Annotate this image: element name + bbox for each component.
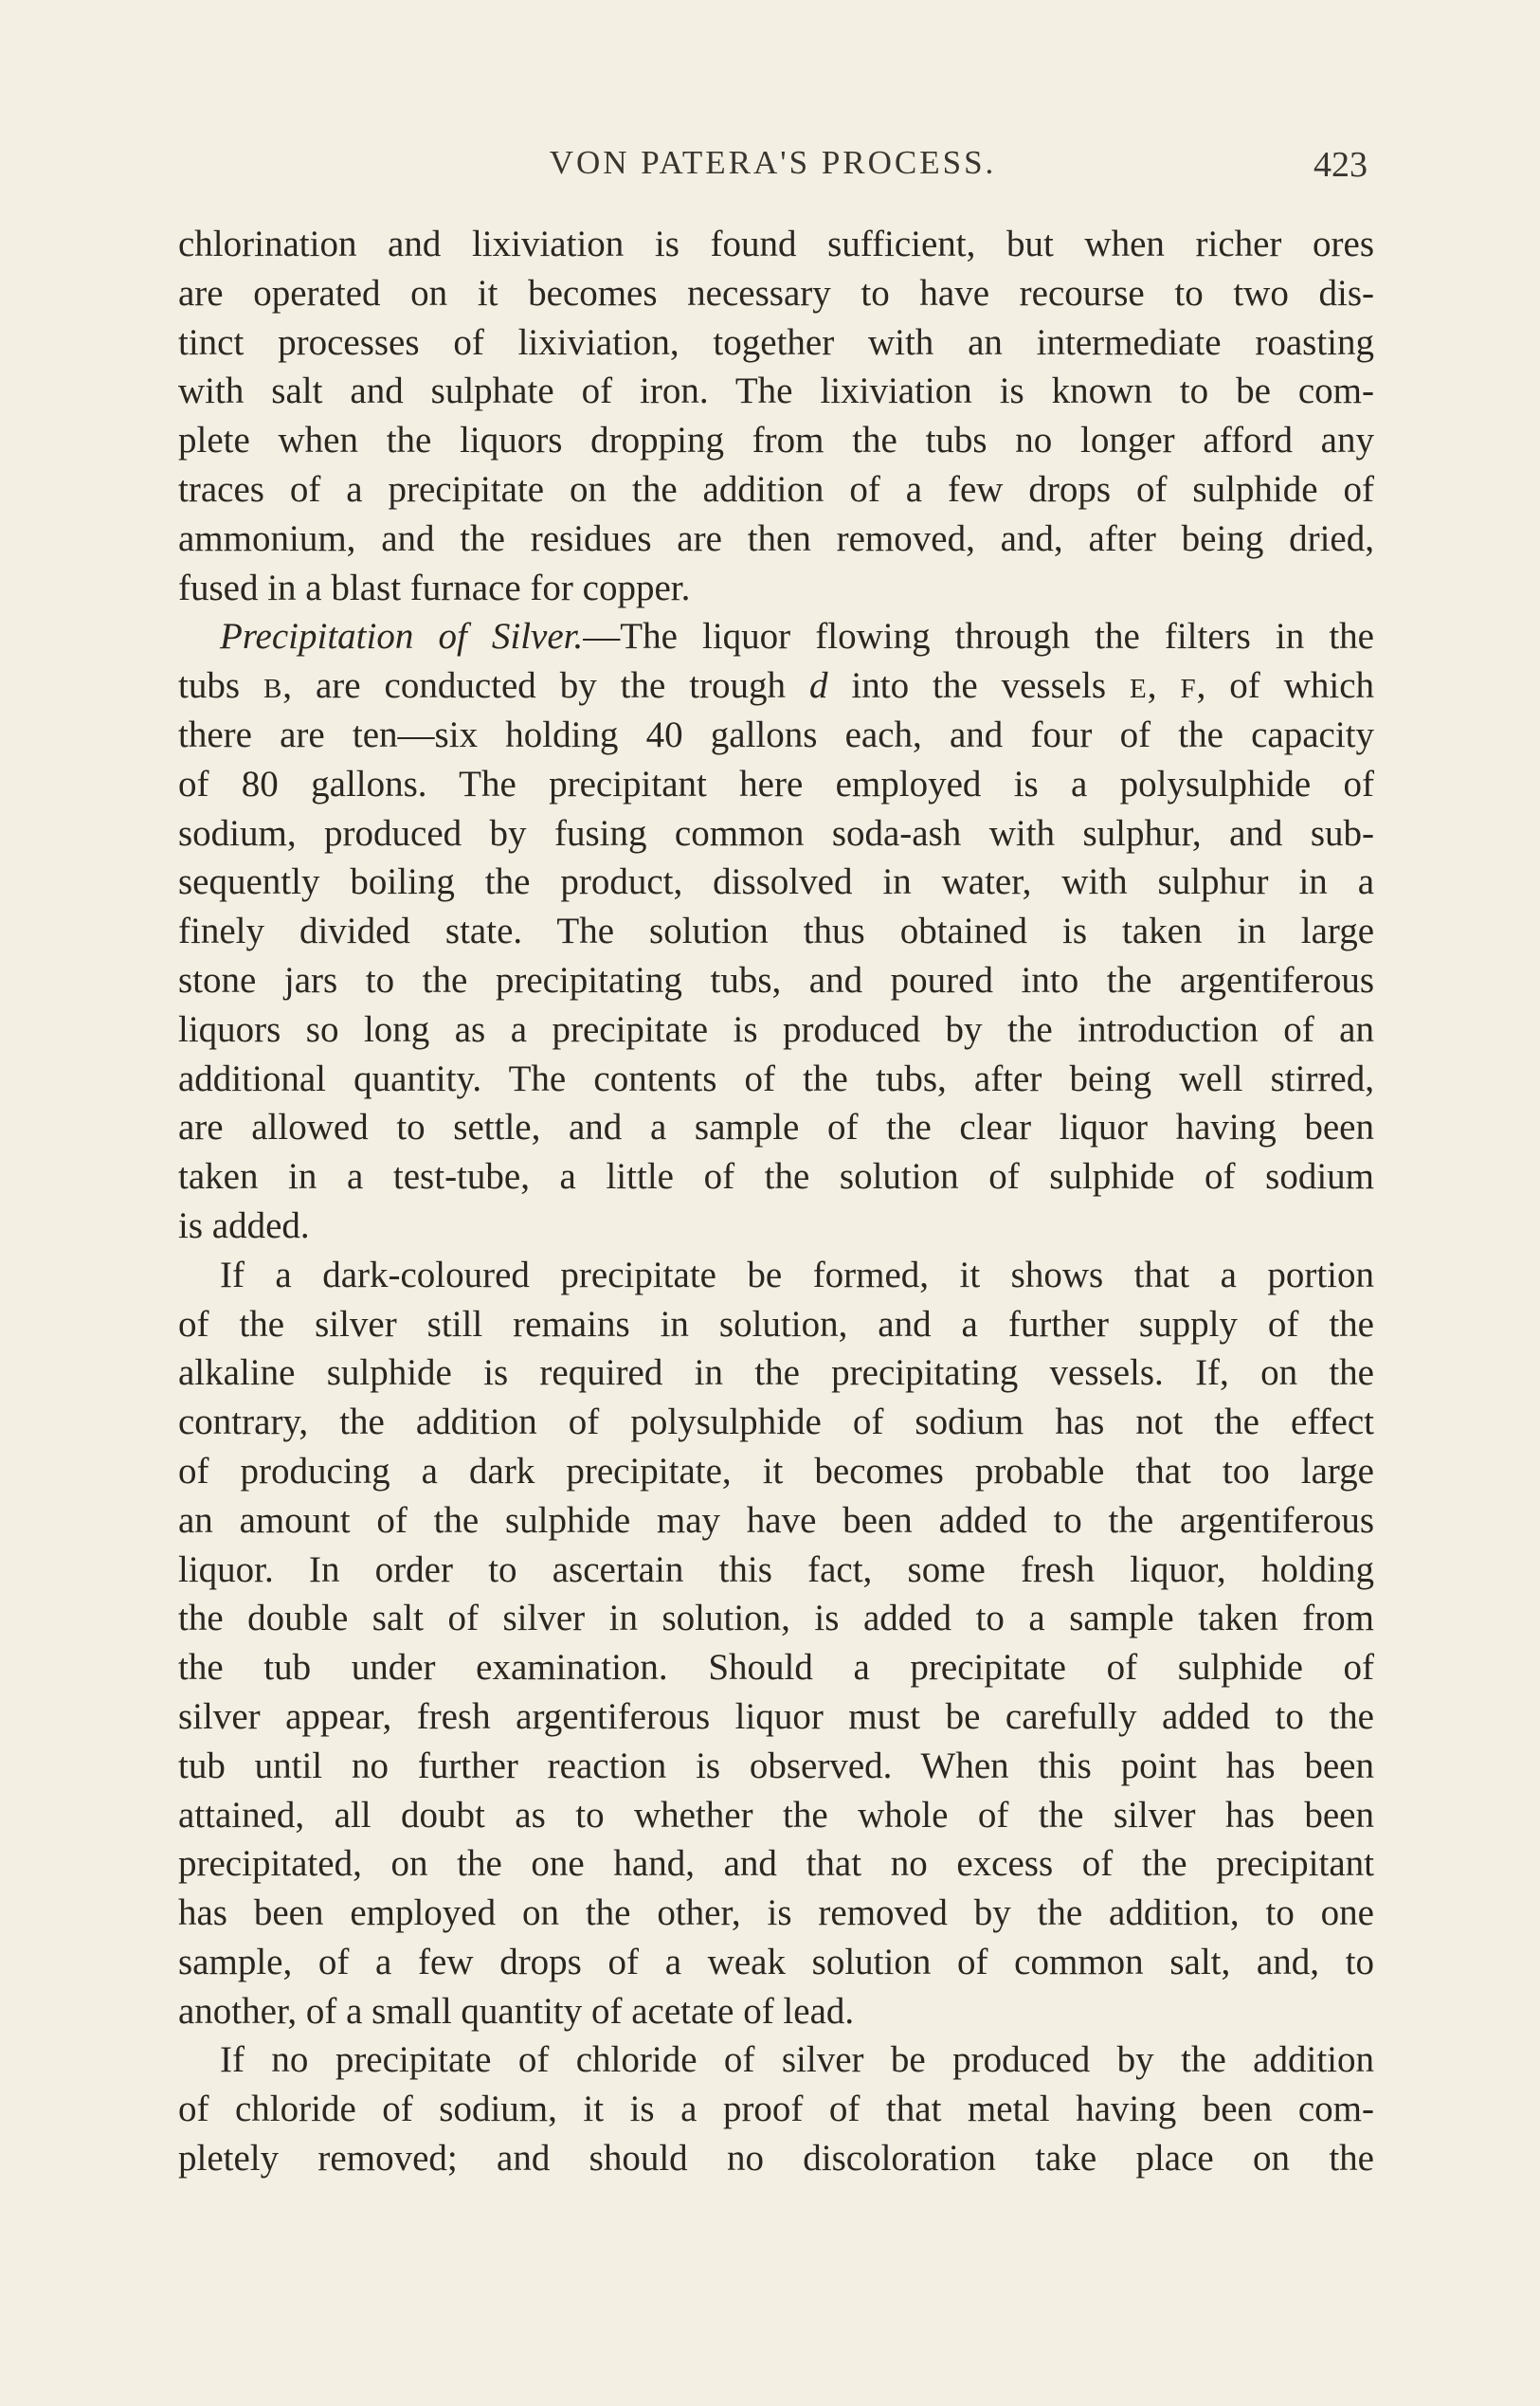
running-head — [178, 144, 1368, 191]
text-line: If no precipitate of chloride of silver be produced by the addition — [220, 2039, 1374, 2081]
text-line: are allowed to settle, and a sample of the clear liquor having been — [178, 1107, 1374, 1149]
text-line: attained, all doubt as to whether the whole of the silver has been — [178, 1794, 1374, 1836]
text-line: of the silver still remains in solution, and a further supply of the — [178, 1303, 1374, 1345]
text-line: liquors so long as a precipitate is produced by the introduction of an — [178, 1008, 1374, 1050]
text-run: , — [1147, 665, 1181, 707]
text-line: sample, of a few drops of a weak solution of common salt, and, to — [178, 1941, 1374, 1982]
figure-label: E — [1130, 674, 1148, 705]
text-line: are operated on it becomes necessary to have recourse to two dis- — [178, 272, 1374, 314]
figure-label: B — [263, 674, 283, 705]
page-number: 423 — [1314, 145, 1368, 185]
figure-label: d — [809, 665, 828, 707]
text-run: , of which — [1196, 665, 1375, 707]
text-line: with salt and sulphate of iron. The lixiviation is known to be com- — [178, 371, 1374, 412]
text-line: fused in a blast furnace for copper. — [178, 567, 691, 608]
text-line — [178, 612, 1374, 661]
text-line: another, of a small quantity of acetate of lead. — [178, 1990, 855, 2032]
body-text — [178, 220, 1374, 2183]
text-line: liquor. In order to ascertain this fact, some fresh liquor, holding — [178, 1548, 1374, 1590]
text-line: the double salt of silver in solution, is added to a sample taken from — [178, 1598, 1374, 1639]
text-run: , are conducted by the trough — [282, 665, 809, 707]
text-line: plete when the liquors dropping from the tubs no longer afford any — [178, 420, 1374, 461]
text-line: pletely removed; and should no discoloration take place on the — [178, 2138, 1374, 2180]
text-line: has been employed on the other, is removed by the addition, to one — [178, 1892, 1374, 1934]
running-title: VON PATERA'S PROCESS. — [549, 144, 997, 181]
text-line: silver appear, fresh argentiferous liquor must be carefully added to the — [178, 1695, 1374, 1737]
text-line: of producing a dark precipitate, it becomes probable that too large — [178, 1450, 1374, 1492]
text-line: an amount of the sulphide may have been added to the argentiferous — [178, 1499, 1374, 1541]
text-line: precipitated, on the one hand, and that no excess of the precipitant — [178, 1843, 1374, 1885]
text-line: there are ten—six holding 40 gallons each, and four of the capacity — [178, 714, 1374, 755]
text-line: contrary, the addition of polysulphide of sodium has not the effect — [178, 1402, 1374, 1443]
text-line: sequently boiling the product, dissolved in water, with sulphur in a — [178, 861, 1374, 903]
text-line: ammonium, and the residues are then removed, and, after being dried, — [178, 517, 1374, 559]
text-line: alkaline sulphide is required in the precipitating vessels. If, on the — [178, 1352, 1374, 1394]
text-line: of 80 gallons. The precipitant here employed is a polysulphide of — [178, 763, 1374, 805]
text-line: finely divided state. The solution thus obtained is taken in large — [178, 911, 1374, 952]
text-run: tubs — [178, 665, 263, 707]
text-run: into the vessels — [827, 665, 1131, 707]
text-line: of chloride of sodium, it is a proof of that metal having been com- — [178, 2089, 1374, 2130]
text-line: chlorination and lixiviation is found sufficient, but when richer ores — [178, 224, 1374, 264]
text-line: sodium, produced by fusing common soda-ash with sulphur, and sub- — [178, 812, 1374, 854]
text-line — [178, 661, 1374, 711]
text-line: additional quantity. The contents of the tubs, after being well stirred, — [178, 1058, 1374, 1099]
text-line: the tub under examination. Should a precipitate of sulphide of — [178, 1647, 1374, 1689]
text-line: tub until no further reaction is observed. When this point has been — [178, 1745, 1374, 1786]
text-line: tinct processes of lixiviation, together with an intermediate roasting — [178, 321, 1374, 363]
text-line: traces of a precipitate on the addition of a few drops of sulphide of — [178, 468, 1374, 510]
text-line: If a dark-coloured precipitate be formed, it shows that a portion — [220, 1254, 1374, 1295]
text-line: stone jars to the precipitating tubs, and poured into the argentiferous — [178, 959, 1374, 1001]
figure-label: F — [1180, 674, 1197, 705]
text-line: taken in a test-tube, a little of the solution of sulphide of sodium — [178, 1156, 1374, 1198]
text-run: —The liquor flowing through the filters in the — [583, 616, 1374, 658]
section-heading: Precipitation of Silver. — [220, 616, 584, 658]
text-line: is added. — [178, 1204, 310, 1246]
